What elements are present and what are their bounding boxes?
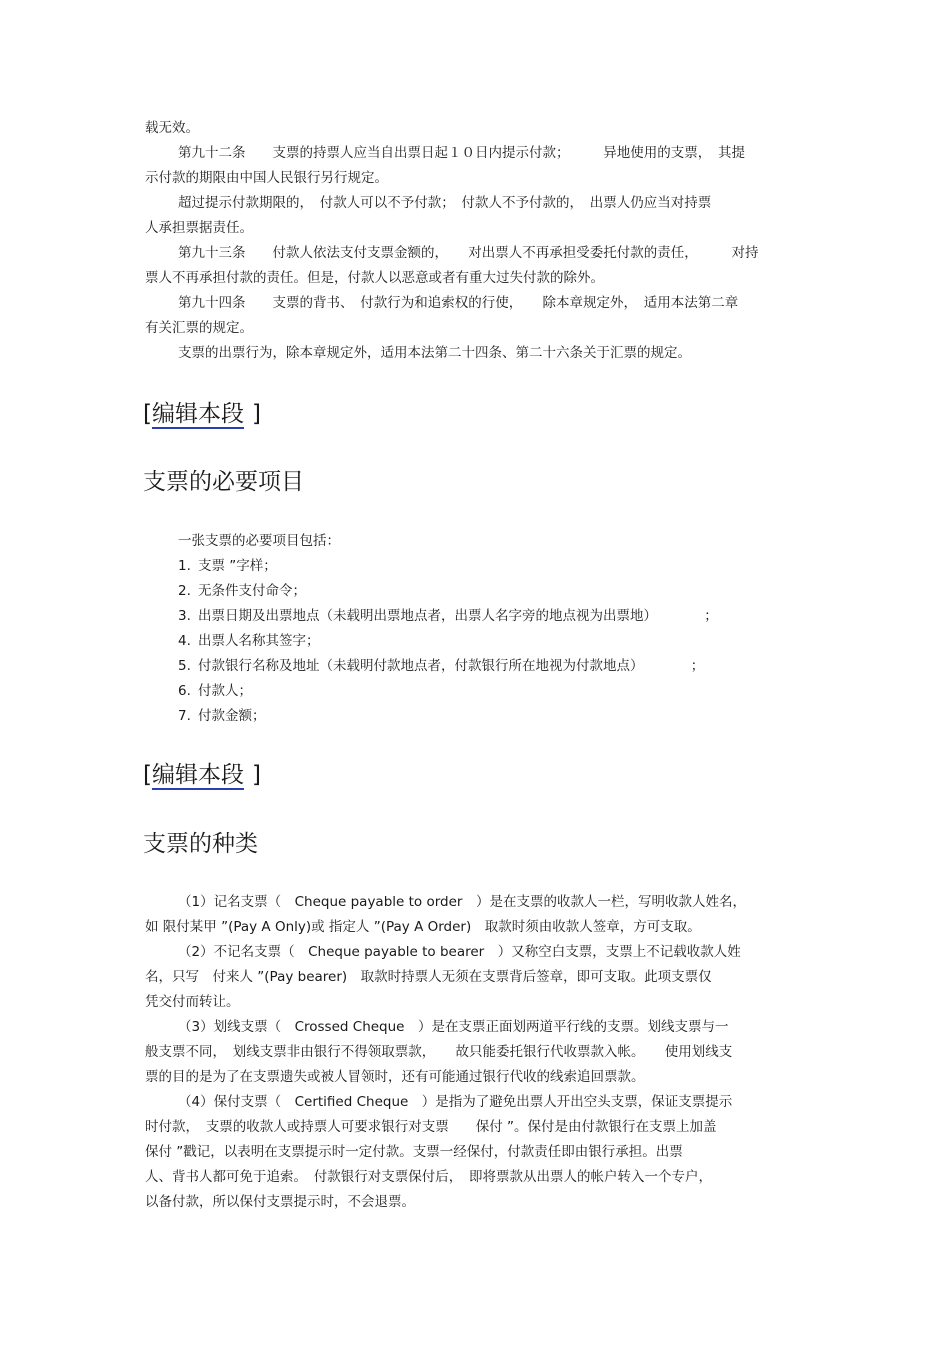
list-number: 1. [178, 558, 191, 574]
cheque-type-line: （4）保付支票（ Certified Cheque ）是指为了避免出票人开出空头支票，保证支票提示 [178, 1094, 733, 1110]
edit-section-button[interactable]: 编辑本段 [151, 762, 244, 788]
list-item [178, 557, 807, 575]
list-number: 2. [178, 583, 191, 599]
text-line: 超过提示付款期限的， 付款人可以不予付款； 付款人不予付款的， 出票人仍应当对持票 [178, 195, 712, 211]
list-number: 4. [178, 633, 191, 649]
text-line: 有关汇票的规定。 [145, 320, 253, 336]
bracket-open: [ [143, 401, 152, 427]
article-92-line: 第九十二条 支票的持票人应当自出票日起１０日内提示付款； 异地使用的支票， 其提 [178, 145, 745, 161]
edit-section-button[interactable]: 编辑本段 [151, 401, 244, 427]
text-line: 保付 ”戳记，以表明在支票提示时一定付款。支票一经保付，付款责任即由银行承担。出票 [145, 1144, 683, 1160]
list-item [178, 682, 807, 700]
edit-section-link [143, 399, 261, 429]
list-intro: 一张支票的必要项目包括： [178, 533, 340, 549]
list-text: 支票 ”字样； [198, 558, 277, 574]
section-heading: 支票的必要项目 [143, 469, 304, 495]
list-text: 出票人名称其签字； [198, 633, 320, 649]
text-line: 人承担票据责任。 [145, 220, 253, 236]
list-text: 付款人； [198, 683, 252, 699]
text-line: 示付款的期限由中国人民银行另行规定。 [145, 170, 388, 186]
text-line: 票人不再承担付款的责任。但是，付款人以恶意或者有重大过失付款的除外。 [145, 270, 604, 286]
edit-section-link [143, 760, 261, 790]
cheque-type-line: （2）不记名支票（ Cheque payable to bearer ）又称空白支票，支票上不记载收款人姓 [178, 944, 741, 960]
bracket-close: ] [251, 762, 261, 788]
text-line: 支票的出票行为，除本章规定外，适用本法第二十四条、第二十六条关于汇票的规定。 [178, 345, 691, 361]
text-line: 票的目的是为了在支票遗失或被人冒领时，还有可能通过银行代收的线索追回票款。 [145, 1069, 645, 1085]
list-number: 3. [178, 608, 191, 624]
section-heading: 支票的种类 [143, 831, 258, 857]
list-item [178, 707, 807, 725]
list-text: 出票日期及出票地点（未载明出票地点者，出票人名字旁的地点视为出票地） ； [198, 608, 718, 624]
cheque-type-line: （1）记名支票（ Cheque payable to order ）是在支票的收款人一栏，写明收款人姓名， [178, 894, 746, 910]
text-line: 凭交付而转让。 [145, 994, 240, 1010]
text-line: 般支票不同， 划线支票非由银行不得领取票款， 故只能委托银行代收票款入帐。 使用划线支 [145, 1044, 733, 1060]
list-number: 7. [178, 708, 191, 724]
list-text: 付款金额； [198, 708, 266, 724]
list-text: 付款银行名称及地址（未载明付款地点者，付款银行所在地视为付款地点） ； [198, 658, 705, 674]
bracket-open: [ [143, 762, 152, 788]
article-93-line: 第九十三条 付款人依法支付支票金额的， 对出票人不再承担受委托付款的责任， 对持 [178, 245, 759, 261]
list-item [178, 657, 807, 675]
text-line: 名，只写 付来人 ”(Pay bearer) 取款时持票人无须在支票背后签章，即可支取。此项支票仅 [145, 969, 712, 985]
bracket-close: ] [251, 401, 261, 427]
list-number: 6. [178, 683, 191, 699]
text-line: 人、背书人都可免于追索。 付款银行对支票保付后， 即将票款从出票人的帐户转入一个专户， [145, 1169, 712, 1185]
list-item [178, 582, 807, 600]
cheque-type-line: （3）划线支票（ Crossed Cheque ）是在支票正面划两道平行线的支票。划线支票与一 [178, 1019, 729, 1035]
list-text: 无条件支付命令； [198, 583, 306, 599]
text-line: 如 限付某甲 ”(Pay A Only)或 指定人 ”(Pay A Order) 取款时须由收款人签章，方可支取。 [145, 919, 701, 935]
list-item [178, 607, 807, 625]
text-line: 时付款， 支票的收款人或持票人可要求银行对支票 保付 ”。保付是由付款银行在支票上加盖 [145, 1119, 717, 1135]
text-line: 以备付款，所以保付支票提示时，不会退票。 [145, 1194, 415, 1210]
list-number: 5. [178, 658, 191, 674]
text-line: 载无效。 [145, 120, 199, 136]
article-94-line: 第九十四条 支票的背书、 付款行为和追索权的行使， 除本章规定外， 适用本法第二章 [178, 295, 739, 311]
list-item [178, 632, 807, 650]
